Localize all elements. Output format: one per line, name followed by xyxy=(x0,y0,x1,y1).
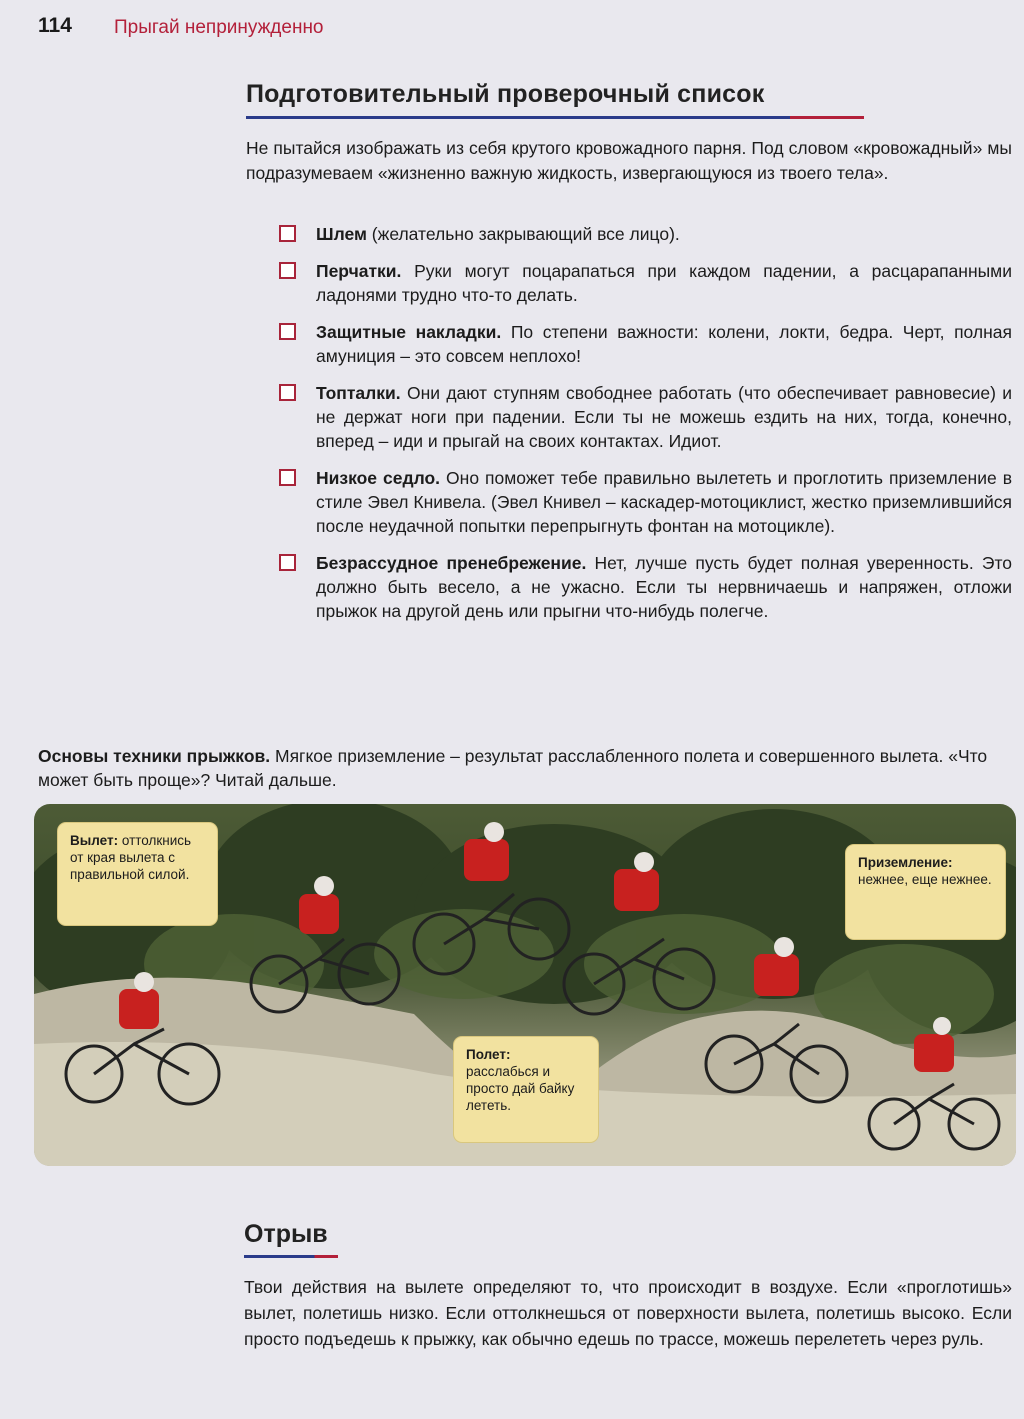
landing-callout xyxy=(846,845,1005,939)
checklist-item xyxy=(278,222,1012,246)
title-underline xyxy=(246,116,864,119)
takeoff-callout xyxy=(58,823,217,925)
checkbox-icon xyxy=(279,384,296,401)
section2-underline xyxy=(244,1255,338,1258)
takeoff-text: оттолкнись от края вылета с правильной силой. xyxy=(70,833,192,882)
item-text: Оно поможет тебе правильно вылететь и проглотить приземление в стиле Эвел Книвела. (Эвел Книвел – каскадер-мотоциклист, жестко приземлившийся после неудачной попытки перепрыгнуть фонтан на мотоцикле). xyxy=(316,468,1012,536)
item-text: Руки могут поцарапаться при каждом падении, а расцарапанными ладонями трудно что-то делать. xyxy=(316,261,1012,305)
item-text: Нет, лучше пусть будет полная уверенность. Это должно быть весело, а не ужасно. Если ты нервничаешь и напряжен, отложи прыжок на другой день или прыгни что-нибудь полегче. xyxy=(316,553,1012,621)
landing-term: Приземление: xyxy=(858,855,953,870)
checklist-title: Подготовительный проверочный список xyxy=(246,80,765,108)
figure-caption xyxy=(38,744,1012,792)
item-term: Безрассудное пренебрежение. xyxy=(316,553,587,573)
item-term: Перчатки. xyxy=(316,261,402,281)
page-number: 114 xyxy=(38,14,72,37)
checklist-item xyxy=(278,466,1012,538)
takeoff-paragraph: Твои действия на вылете определяют то, что происходит в воздухе. Если «проглотишь» вылет, полетишь низко. Если оттолкнешься от поверхности вылета, полетишь высоко. Если просто подъедешь к прыжку, как обычно едешь по трассе, можешь перелететь через руль. xyxy=(244,1277,1012,1349)
checkbox-icon xyxy=(279,225,296,242)
item-text: По степени важности: колени, локти, бедра. Черт, полная амуниция – это совсем неплохо! xyxy=(316,322,1012,366)
landing-text: нежнее, еще нежнее. xyxy=(858,872,992,887)
checkbox-icon xyxy=(279,469,296,486)
flight-term: Полет: xyxy=(466,1047,511,1062)
item-text: (желательно закрывающий все лицо). xyxy=(366,224,680,244)
item-term: Низкое седло. xyxy=(316,468,441,488)
running-head: Прыгай непринужденно xyxy=(114,17,324,38)
item-term: Шлем xyxy=(316,224,367,244)
item-term: Топталки. xyxy=(316,383,401,403)
checklist-item xyxy=(278,381,1012,453)
caption-lead: Основы техники прыжков. xyxy=(38,746,271,766)
gear-checklist xyxy=(278,222,1012,636)
jump-sequence-photo xyxy=(34,804,1016,1166)
checkbox-icon xyxy=(279,323,296,340)
checkbox-icon xyxy=(279,262,296,279)
checklist-item xyxy=(278,320,1012,368)
caption-text: Мягкое приземление – результат расслабленного полета и совершенного вылета. «Что может быть проще»? Читай дальше. xyxy=(38,746,988,790)
checkbox-icon xyxy=(279,554,296,571)
item-text: Они дают ступням свободнее работать (что обеспечивает равновесие) и не держат ноги при падении. Если ты не можешь ездить на них, тогда, конечно, вперед – иди и прыгай на своих контактах. Идиот. xyxy=(316,383,1012,451)
item-term: Защитные накладки. xyxy=(316,322,502,342)
flight-text: расслабься и просто дай байку лететь. xyxy=(466,1064,575,1113)
takeoff-term: Вылет: xyxy=(70,833,119,848)
flight-callout xyxy=(454,1037,598,1142)
checklist-item xyxy=(278,551,1012,623)
takeoff-section-title: Отрыв xyxy=(244,1220,328,1248)
checklist-item xyxy=(278,259,1012,307)
intro-paragraph: Не пытайся изображать из себя крутого кровожадного парня. Под словом «кровожадный» мы подразумеваем «жизненно важную жидкость, извергающуюся из твоего тела». xyxy=(246,138,1012,183)
